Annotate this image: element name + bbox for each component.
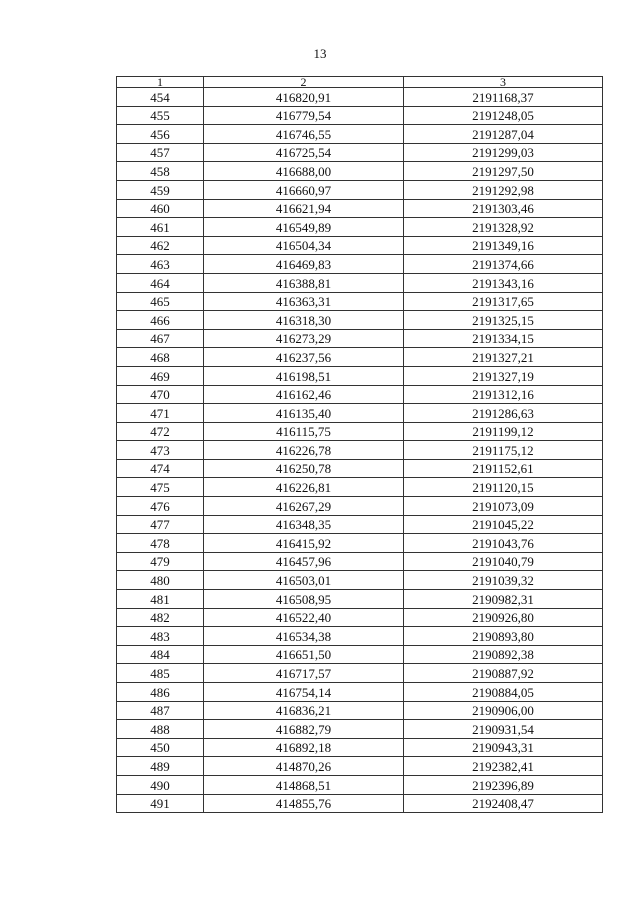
- point-number-cell: 466: [117, 311, 204, 330]
- coordinates-table: [116, 76, 603, 813]
- table-row: [117, 125, 603, 144]
- table-row: [117, 162, 603, 181]
- table-row: [117, 255, 603, 274]
- y-coordinate-cell: 2191287,04: [404, 125, 603, 144]
- point-number-cell: 471: [117, 404, 204, 423]
- point-number-cell: 486: [117, 683, 204, 702]
- y-coordinate-cell: 2191168,37: [404, 88, 603, 107]
- y-coordinate-cell: 2190893,80: [404, 627, 603, 646]
- point-number-cell: 454: [117, 88, 204, 107]
- point-number-cell: 461: [117, 218, 204, 237]
- x-coordinate-cell: 416651,50: [204, 645, 404, 664]
- table-row: [117, 106, 603, 125]
- y-coordinate-cell: 2191199,12: [404, 422, 603, 441]
- table-row: [117, 329, 603, 348]
- point-number-cell: 477: [117, 515, 204, 534]
- table-row: [117, 422, 603, 441]
- table-body: [117, 88, 603, 813]
- x-coordinate-cell: 416348,35: [204, 515, 404, 534]
- x-coordinate-cell: 416273,29: [204, 329, 404, 348]
- x-coordinate-cell: 416115,75: [204, 422, 404, 441]
- y-coordinate-cell: 2191328,92: [404, 218, 603, 237]
- point-number-cell: 473: [117, 441, 204, 460]
- y-coordinate-cell: 2191040,79: [404, 552, 603, 571]
- table-row: [117, 292, 603, 311]
- point-number-cell: 455: [117, 106, 204, 125]
- point-number-cell: 479: [117, 552, 204, 571]
- table-row: [117, 608, 603, 627]
- point-number-cell: 489: [117, 757, 204, 776]
- column-header-3: 3: [404, 77, 603, 88]
- table-row: [117, 478, 603, 497]
- x-coordinate-cell: 416820,91: [204, 88, 404, 107]
- point-number-cell: 482: [117, 608, 204, 627]
- y-coordinate-cell: 2192396,89: [404, 775, 603, 794]
- table-row: [117, 571, 603, 590]
- point-number-cell: 475: [117, 478, 204, 497]
- table-row: [117, 143, 603, 162]
- table-row: [117, 720, 603, 739]
- y-coordinate-cell: 2190931,54: [404, 720, 603, 739]
- table-row: [117, 683, 603, 702]
- y-coordinate-cell: 2191327,19: [404, 366, 603, 385]
- x-coordinate-cell: 416754,14: [204, 683, 404, 702]
- table-row: [117, 775, 603, 794]
- x-coordinate-cell: 416469,83: [204, 255, 404, 274]
- point-number-cell: 465: [117, 292, 204, 311]
- point-number-cell: 481: [117, 590, 204, 609]
- x-coordinate-cell: 416503,01: [204, 571, 404, 590]
- point-number-cell: 470: [117, 385, 204, 404]
- table-row: [117, 515, 603, 534]
- point-number-cell: 460: [117, 199, 204, 218]
- y-coordinate-cell: 2191312,16: [404, 385, 603, 404]
- table-row: [117, 218, 603, 237]
- y-coordinate-cell: 2190943,31: [404, 738, 603, 757]
- point-number-cell: 491: [117, 794, 204, 813]
- y-coordinate-cell: 2191043,76: [404, 534, 603, 553]
- y-coordinate-cell: 2191327,21: [404, 348, 603, 367]
- point-number-cell: 490: [117, 775, 204, 794]
- x-coordinate-cell: 416226,78: [204, 441, 404, 460]
- x-coordinate-cell: 416725,54: [204, 143, 404, 162]
- y-coordinate-cell: 2191292,98: [404, 180, 603, 199]
- x-coordinate-cell: 416457,96: [204, 552, 404, 571]
- table-row: [117, 645, 603, 664]
- table-row: [117, 534, 603, 553]
- point-number-cell: 462: [117, 236, 204, 255]
- table-row: [117, 88, 603, 107]
- table-row: [117, 627, 603, 646]
- y-coordinate-cell: 2191325,15: [404, 311, 603, 330]
- x-coordinate-cell: 416237,56: [204, 348, 404, 367]
- x-coordinate-cell: 416660,97: [204, 180, 404, 199]
- x-coordinate-cell: 416892,18: [204, 738, 404, 757]
- y-coordinate-cell: 2191039,32: [404, 571, 603, 590]
- point-number-cell: 485: [117, 664, 204, 683]
- x-coordinate-cell: 416779,54: [204, 106, 404, 125]
- x-coordinate-cell: 416621,94: [204, 199, 404, 218]
- table-row: [117, 590, 603, 609]
- x-coordinate-cell: 416226,81: [204, 478, 404, 497]
- point-number-cell: 459: [117, 180, 204, 199]
- table-header-row: [117, 77, 603, 88]
- x-coordinate-cell: 414868,51: [204, 775, 404, 794]
- y-coordinate-cell: 2190892,38: [404, 645, 603, 664]
- table-row: [117, 199, 603, 218]
- point-number-cell: 450: [117, 738, 204, 757]
- table-row: [117, 348, 603, 367]
- point-number-cell: 478: [117, 534, 204, 553]
- x-coordinate-cell: 416198,51: [204, 366, 404, 385]
- y-coordinate-cell: 2190926,80: [404, 608, 603, 627]
- x-coordinate-cell: 416508,95: [204, 590, 404, 609]
- y-coordinate-cell: 2190884,05: [404, 683, 603, 702]
- y-coordinate-cell: 2191297,50: [404, 162, 603, 181]
- table-row: [117, 552, 603, 571]
- page-number: 13: [313, 46, 327, 61]
- y-coordinate-cell: 2190906,00: [404, 701, 603, 720]
- x-coordinate-cell: 416549,89: [204, 218, 404, 237]
- point-number-cell: 476: [117, 497, 204, 516]
- table-row: [117, 459, 603, 478]
- x-coordinate-cell: 416534,38: [204, 627, 404, 646]
- y-coordinate-cell: 2191349,16: [404, 236, 603, 255]
- point-number-cell: 457: [117, 143, 204, 162]
- point-number-cell: 469: [117, 366, 204, 385]
- y-coordinate-cell: 2191303,46: [404, 199, 603, 218]
- y-coordinate-cell: 2190887,92: [404, 664, 603, 683]
- point-number-cell: 463: [117, 255, 204, 274]
- table-row: [117, 311, 603, 330]
- y-coordinate-cell: 2191045,22: [404, 515, 603, 534]
- point-number-cell: 483: [117, 627, 204, 646]
- y-coordinate-cell: 2191120,15: [404, 478, 603, 497]
- point-number-cell: 456: [117, 125, 204, 144]
- x-coordinate-cell: 416363,31: [204, 292, 404, 311]
- x-coordinate-cell: 416318,30: [204, 311, 404, 330]
- y-coordinate-cell: 2192382,41: [404, 757, 603, 776]
- x-coordinate-cell: 416415,92: [204, 534, 404, 553]
- table-row: [117, 236, 603, 255]
- point-number-cell: 464: [117, 273, 204, 292]
- x-coordinate-cell: 416717,57: [204, 664, 404, 683]
- y-coordinate-cell: 2191317,65: [404, 292, 603, 311]
- y-coordinate-cell: 2191152,61: [404, 459, 603, 478]
- table-row: [117, 366, 603, 385]
- y-coordinate-cell: 2191343,16: [404, 273, 603, 292]
- table-row: [117, 273, 603, 292]
- table-row: [117, 701, 603, 720]
- table-row: [117, 404, 603, 423]
- x-coordinate-cell: 416746,55: [204, 125, 404, 144]
- column-header-2: 2: [204, 77, 404, 88]
- y-coordinate-cell: 2192408,47: [404, 794, 603, 813]
- x-coordinate-cell: 416688,00: [204, 162, 404, 181]
- point-number-cell: 468: [117, 348, 204, 367]
- column-header-1: 1: [117, 77, 204, 88]
- point-number-cell: 458: [117, 162, 204, 181]
- y-coordinate-cell: 2191175,12: [404, 441, 603, 460]
- table-row: [117, 497, 603, 516]
- x-coordinate-cell: 416882,79: [204, 720, 404, 739]
- y-coordinate-cell: 2190982,31: [404, 590, 603, 609]
- x-coordinate-cell: 416504,34: [204, 236, 404, 255]
- x-coordinate-cell: 416135,40: [204, 404, 404, 423]
- y-coordinate-cell: 2191374,66: [404, 255, 603, 274]
- x-coordinate-cell: 416388,81: [204, 273, 404, 292]
- point-number-cell: 472: [117, 422, 204, 441]
- point-number-cell: 467: [117, 329, 204, 348]
- x-coordinate-cell: 416250,78: [204, 459, 404, 478]
- table-row: [117, 757, 603, 776]
- x-coordinate-cell: 416522,40: [204, 608, 404, 627]
- table-row: [117, 794, 603, 813]
- y-coordinate-cell: 2191299,03: [404, 143, 603, 162]
- y-coordinate-cell: 2191286,63: [404, 404, 603, 423]
- y-coordinate-cell: 2191073,09: [404, 497, 603, 516]
- x-coordinate-cell: 414855,76: [204, 794, 404, 813]
- point-number-cell: 488: [117, 720, 204, 739]
- table-row: [117, 738, 603, 757]
- x-coordinate-cell: 416267,29: [204, 497, 404, 516]
- x-coordinate-cell: 416836,21: [204, 701, 404, 720]
- point-number-cell: 480: [117, 571, 204, 590]
- x-coordinate-cell: 414870,26: [204, 757, 404, 776]
- point-number-cell: 484: [117, 645, 204, 664]
- table-row: [117, 441, 603, 460]
- point-number-cell: 474: [117, 459, 204, 478]
- y-coordinate-cell: 2191248,05: [404, 106, 603, 125]
- table-row: [117, 385, 603, 404]
- y-coordinate-cell: 2191334,15: [404, 329, 603, 348]
- x-coordinate-cell: 416162,46: [204, 385, 404, 404]
- table-row: [117, 664, 603, 683]
- point-number-cell: 487: [117, 701, 204, 720]
- table-row: [117, 180, 603, 199]
